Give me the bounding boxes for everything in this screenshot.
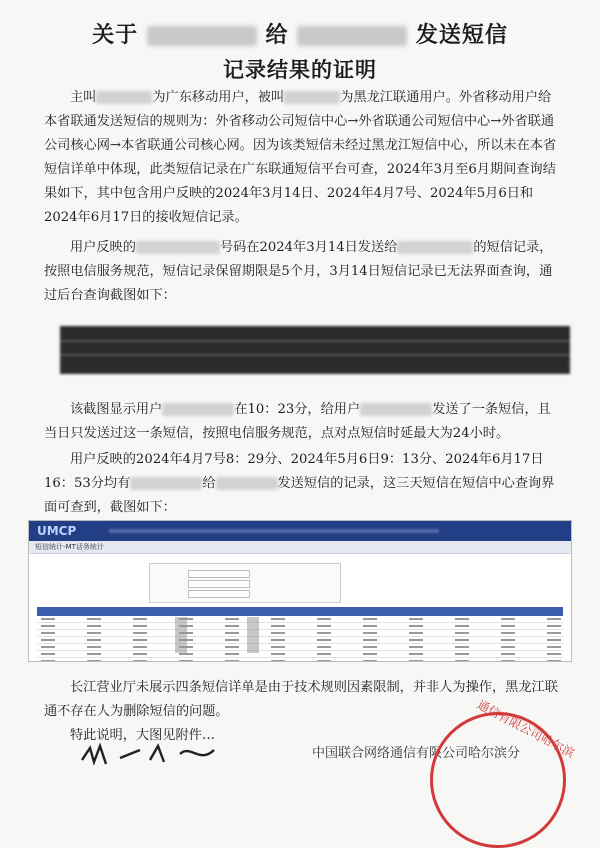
screenshot-header xyxy=(29,521,571,541)
screenshot-redaction xyxy=(175,617,187,653)
redacted-number xyxy=(397,241,473,254)
redacted-number xyxy=(162,403,234,416)
issuing-organization: 中国联合网络通信有限公司哈尔滨分 xyxy=(312,746,521,761)
paragraph-6: 特此说明，大图见附件… xyxy=(70,728,216,743)
redacted-sender xyxy=(147,26,257,46)
redacted-receiver xyxy=(297,26,407,46)
sms-center-screenshot xyxy=(28,520,572,662)
umcp-logo: UMCP xyxy=(37,524,77,538)
paragraph-4: 用户反映的2024年4月7号8：29分、2024年5月6日9：13分、2024年6月17日16：53分均有 给 发送短信的记录，这三天短信在短信中心查询界面可查到，截图如下： xyxy=(44,452,555,515)
redacted-number xyxy=(136,241,220,254)
screenshot-query-panel xyxy=(149,563,341,603)
seal-text: 通信有限公司哈尔滨 xyxy=(474,697,577,761)
redacted-number xyxy=(360,403,432,416)
paragraph-2: 用户反映的 号码在2024年3月14日发送给 的短信记录，按照电信服务规范，短信记录保留期限是5个月，3月14日短信记录已无法界面查询，通过后台查询截图如下： xyxy=(44,240,553,303)
document-title xyxy=(0,18,600,49)
screenshot-menu xyxy=(29,541,571,554)
title-suffix: 发送短信 xyxy=(415,23,508,48)
signature xyxy=(80,740,220,766)
paragraph-1: 主叫 为广东移动用户，被叫 为黑龙江联通用户。外省移动用户给本省联通发送短信的规则为：外省移动公司短信中心→外省联通公司短信中心→外省联通公司核心网→本省联通公司核心网。因为该类短信未经过黑龙江短信中心，所以未在本省短信详单中体现，此类短信记录在广东联通短信平台可查，2024年3月至6月期间查询结果如下，其中包含用户反映的2024年3月14日、2024年4月7号、2024年5月6日和2024年6月17日的接收短信记录。 xyxy=(44,90,557,225)
redacted-number xyxy=(130,477,202,490)
paragraph-5: 长江营业厅未展示四条短信详单是由于技术规则因素限制，并非人为操作，黑龙江联通不存在人为删除短信的问题。 xyxy=(44,680,558,719)
redacted-number xyxy=(284,91,340,104)
document-subtitle: 记录结果的证明 xyxy=(223,58,377,82)
screenshot-table-header xyxy=(37,607,563,616)
backend-query-screenshot xyxy=(60,326,570,374)
paragraph-3: 该截图显示用户 在10：23分，给用户 发送了一条短信，且当日只发送过这一条短信，按照电信服务规范，点对点短信时延最大为24小时。 xyxy=(44,402,551,441)
redacted-number xyxy=(96,91,152,104)
title-mid: 给 xyxy=(265,23,289,48)
screenshot-redaction xyxy=(247,617,259,653)
screenshot-table-rows xyxy=(37,616,563,662)
title-prefix: 关于 xyxy=(92,23,139,48)
redacted-number xyxy=(216,477,278,490)
menu-item: 短信统计-MT话务统计 xyxy=(35,543,104,551)
